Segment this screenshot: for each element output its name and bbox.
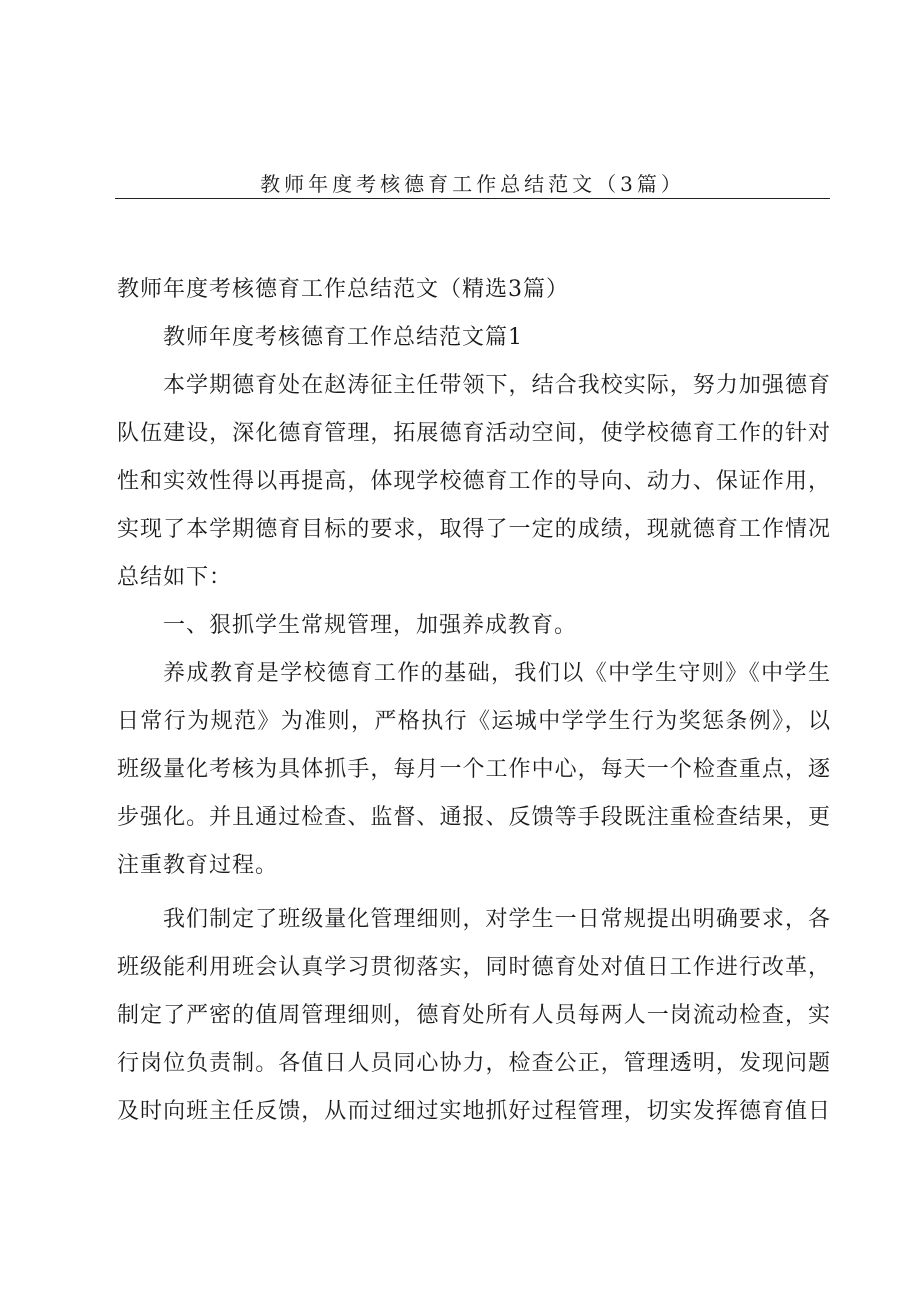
- paragraph-line: 本学期德育处在赵涛征主任带领下，结合我校实际，努力加强德育: [163, 373, 831, 398]
- paragraph-line: 日常行为规范》为准则，严格执行《运城中学学生行为奖惩条例》，以: [117, 709, 831, 734]
- paragraph-line: 注重教育过程。: [117, 853, 279, 878]
- header-divider: [115, 198, 830, 199]
- paragraph-line: 制定了严密的值周管理细则，德育处所有人员每两人一岗流动检查，实: [117, 1003, 831, 1028]
- paragraph: [117, 362, 831, 602]
- document-body: [117, 266, 831, 1136]
- document-subtitle: 教师年度考核德育工作总结范文（精选3篇）: [117, 277, 569, 302]
- paragraph-line: 及时向班主任反馈，从而过细过实地抓好过程管理，切实发挥德育值日: [117, 1099, 831, 1124]
- paragraph-line: 行岗位负责制。各值日人员同心协力，检查公正，管理透明，发现问题: [117, 1051, 831, 1076]
- paragraph-line: 实现了本学期德育目标的要求，取得了一定的成绩，现就德育工作情况: [117, 517, 831, 542]
- paragraph-line: 养成教育是学校德育工作的基础，我们以《中学生守则》《中学生: [163, 661, 831, 686]
- paragraph-line: 步强化。并且通过检查、监督、通报、反馈等手段既注重检查结果，更: [117, 805, 831, 830]
- section-title: 教师年度考核德育工作总结范文篇1: [163, 325, 523, 350]
- paragraph-line: 性和实效性得以再提高，体现学校德育工作的导向、动力、保证作用，: [117, 469, 831, 494]
- paragraph-line: 班级能利用班会认真学习贯彻落实，同时德育处对值日工作进行改革，: [117, 955, 831, 980]
- paragraph-line: 总结如下：: [117, 565, 233, 590]
- paragraph-line: 队伍建设，深化德育管理，拓展德育活动空间，使学校德育工作的针对: [117, 421, 831, 446]
- paragraph: [117, 602, 831, 650]
- section-heading: 一、狠抓学生常规管理，加强养成教育。: [163, 613, 578, 638]
- paragraph-line: 班级量化考核为具体抓手，每月一个工作中心，每天一个检查重点，逐: [117, 757, 831, 782]
- paragraph: [117, 650, 831, 890]
- paragraph-line: 我们制定了班级量化管理细则，对学生一日常规提出明确要求，各: [163, 907, 831, 932]
- paragraph: [117, 896, 831, 1136]
- document-header: 教师年度考核德育工作总结范文（3篇）: [260, 172, 685, 196]
